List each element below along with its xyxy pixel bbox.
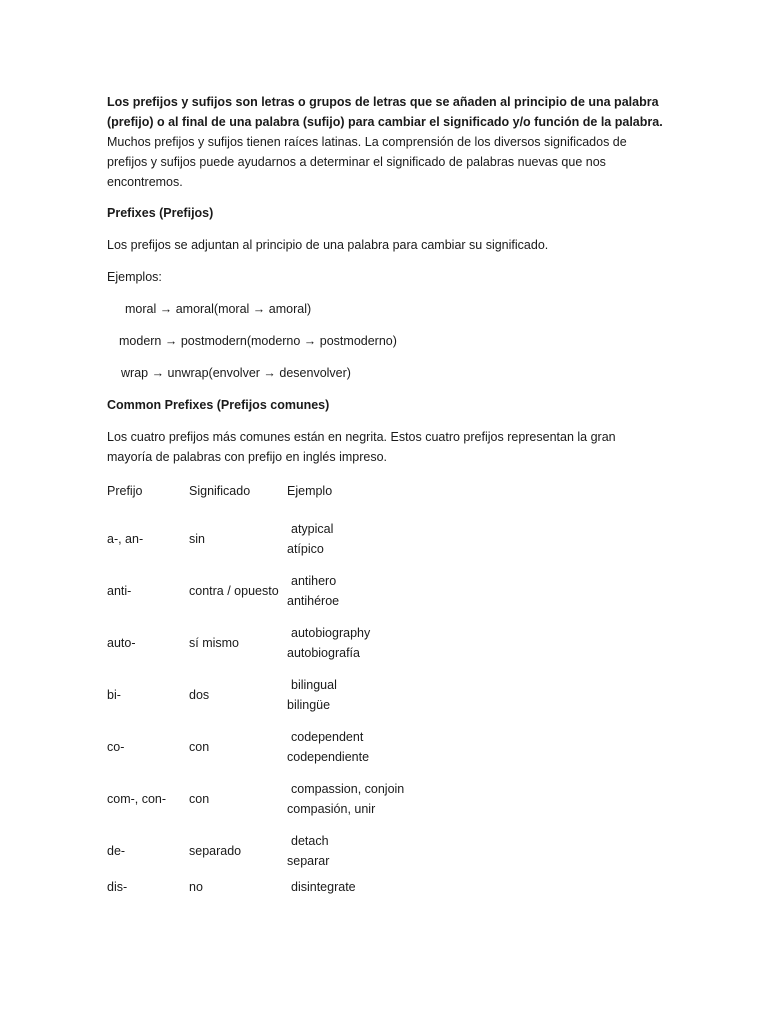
cell-meaning: con xyxy=(189,740,210,754)
cell-prefix: anti- xyxy=(107,584,132,598)
cell-prefix: bi- xyxy=(107,688,121,702)
cell-prefix: dis- xyxy=(107,880,128,894)
intro-line: prefijos y sufijos puede ayudarnos a determinar el significado de palabras nuevas que nos xyxy=(107,155,606,169)
example-item xyxy=(107,299,667,319)
example-english: autobiography xyxy=(291,626,371,640)
cell-meaning: sin xyxy=(189,532,205,546)
table-row xyxy=(107,669,667,721)
cell-example xyxy=(287,779,487,819)
prefixes-heading: Prefixes (Prefijos) xyxy=(107,206,214,220)
common-prefixes-heading: Common Prefixes (Prefijos comunes) xyxy=(107,398,330,412)
example-english: codependent xyxy=(291,730,364,744)
cell-example xyxy=(287,877,487,897)
common-prefixes-description xyxy=(107,427,667,467)
example-spanish: separar xyxy=(287,854,330,868)
example-item xyxy=(107,331,667,351)
example-english: disintegrate xyxy=(291,880,356,894)
table-row xyxy=(107,513,667,565)
cell-meaning: no xyxy=(189,880,203,894)
example-english: atypical xyxy=(291,522,334,536)
cell-example xyxy=(287,623,487,663)
cell-meaning: dos xyxy=(189,688,210,702)
column-header-meaning: Significado xyxy=(189,484,251,498)
cell-prefix: auto- xyxy=(107,636,136,650)
cell-example xyxy=(287,675,487,715)
cell-meaning: contra / opuesto xyxy=(189,584,279,598)
cell-example xyxy=(287,519,487,559)
examples-label: Ejemplos: xyxy=(107,270,162,284)
cell-prefix: com-, con- xyxy=(107,792,167,806)
cell-example xyxy=(287,571,487,611)
table-row xyxy=(107,565,667,617)
example-spanish: autobiografía xyxy=(287,646,360,660)
cell-example xyxy=(287,727,487,767)
column-header-prefix: Prefijo xyxy=(107,484,143,498)
example-spanish: codependiente xyxy=(287,750,370,764)
document-content xyxy=(107,92,667,905)
table-row xyxy=(107,773,667,825)
example-spanish: atípico xyxy=(287,542,324,556)
intro-line: encontremos. xyxy=(107,175,183,189)
table-row xyxy=(107,877,667,905)
table-row xyxy=(107,825,667,877)
description-line: mayoría de palabras con prefijo en inglés impreso. xyxy=(107,450,388,464)
example-text: wrap → unwrap(envolver → desenvolver) xyxy=(121,366,351,380)
intro-line: Muchos prefijos y sufijos tienen raíces latinas. La comprensión de los diversos significados de xyxy=(107,135,627,149)
column-header-example: Ejemplo xyxy=(287,484,333,498)
cell-meaning: sí mismo xyxy=(189,636,239,650)
table-row xyxy=(107,617,667,669)
cell-prefix: a-, an- xyxy=(107,532,144,546)
example-item xyxy=(107,363,667,383)
cell-prefix: co- xyxy=(107,740,125,754)
cell-meaning: separado xyxy=(189,844,242,858)
example-english: antihero xyxy=(291,574,337,588)
example-english: bilingual xyxy=(291,678,337,692)
intro-line: Los prefijos y sufijos son letras o grupos de letras que se añaden al principio de una palabra xyxy=(107,95,659,109)
prefixes-description: Los prefijos se adjuntan al principio de una palabra para cambiar su significado. xyxy=(107,238,549,252)
example-text: modern → postmodern(moderno → postmoderno) xyxy=(119,334,397,348)
example-spanish: bilingüe xyxy=(287,698,331,712)
table-row xyxy=(107,721,667,773)
example-english: compassion, conjoin xyxy=(291,782,405,796)
intro-paragraph xyxy=(107,92,667,192)
intro-line: (prefijo) o al final de una palabra (sufijo) para cambiar el significado y/o función de la palabra. xyxy=(107,115,663,129)
cell-example xyxy=(287,831,487,871)
example-spanish: compasión, unir xyxy=(287,802,376,816)
example-english: detach xyxy=(291,834,329,848)
example-spanish: antihéroe xyxy=(287,594,340,608)
cell-meaning: con xyxy=(189,792,210,806)
cell-prefix: de- xyxy=(107,844,126,858)
example-text: moral → amoral(moral → amoral) xyxy=(125,302,312,316)
prefix-table xyxy=(107,481,667,905)
table-header-row xyxy=(107,481,667,503)
description-line: Los cuatro prefijos más comunes están en negrita. Estos cuatro prefijos representan la gran xyxy=(107,430,616,444)
